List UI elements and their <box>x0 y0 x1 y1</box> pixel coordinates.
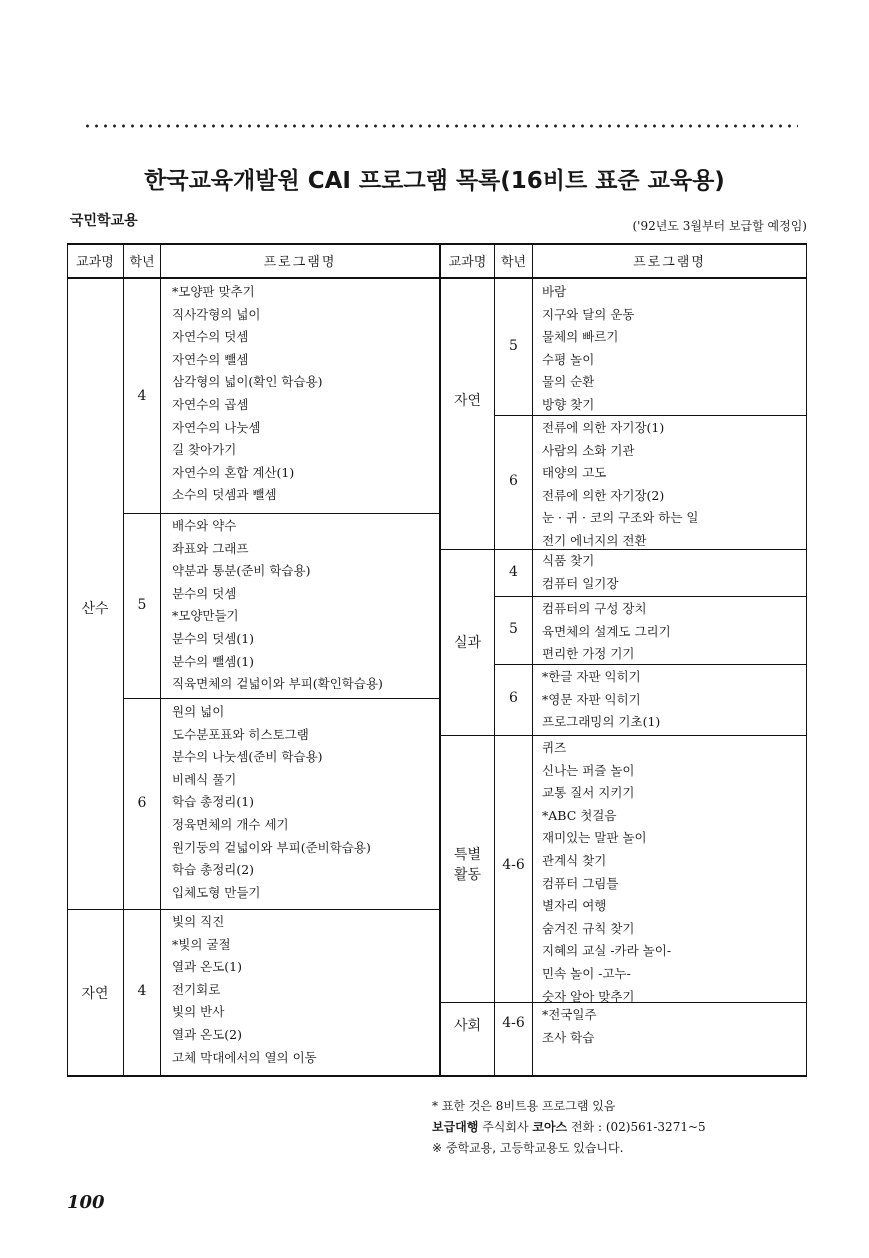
grade-practical-6: 6 <box>509 690 518 706</box>
header-program: 프로그램명 <box>263 255 337 270</box>
header-rule <box>67 277 807 279</box>
program-list-social <box>542 1004 597 1049</box>
program-item: 자연수의 뺄셈 <box>172 351 249 367</box>
program-item: 바람 <box>542 284 567 299</box>
school-level-label: 국민학교용 <box>70 213 138 229</box>
program-item: 물체의 빠르기 <box>542 329 619 345</box>
grade-nature-4: 4 <box>137 983 147 999</box>
program-item: *전국일주 <box>542 1007 597 1022</box>
program-item: 삼각형의 넓이(확인 학습용) <box>172 374 323 390</box>
col-divider <box>123 245 124 1075</box>
program-item: 사람의 소화 기관 <box>542 442 635 458</box>
program-item: *영문 자판 익히기 <box>542 691 641 707</box>
row-divider <box>123 698 440 699</box>
grade-nature-6: 6 <box>509 473 518 489</box>
program-item: 비례식 풀기 <box>172 771 237 787</box>
footer-asterisk-note: * 표한 것은 8비트용 프로그램 있음 <box>432 1099 616 1113</box>
subject-special-activities: 특별 활동 <box>453 847 482 883</box>
grade-practical-4: 4 <box>509 564 518 580</box>
program-item: 물의 순환 <box>542 374 595 390</box>
program-item: 원기둥의 겉넓이와 부피(준비학습용) <box>172 839 371 855</box>
program-item: *한글 자판 익히기 <box>542 669 641 684</box>
subject-math: 산수 <box>81 601 109 617</box>
program-list-math-6 <box>172 701 371 904</box>
distributor-label: 보급대행 <box>432 1120 479 1134</box>
program-item: *ABC 첫걸음 <box>542 807 617 823</box>
program-item: 재미있는 말판 놀이 <box>542 830 647 846</box>
program-list-practical-6 <box>542 666 660 734</box>
program-item: 직육면체의 겉넓이와 부피(확인학습용) <box>172 676 383 692</box>
row-divider <box>123 513 440 514</box>
program-list-nature-4 <box>172 911 317 1069</box>
program-item: 분수의 뺄셈(1) <box>172 653 255 669</box>
program-item: 컴퓨터 일기장 <box>542 575 619 591</box>
program-item: 빛의 직진 <box>172 914 225 929</box>
program-item: 자연수의 덧셈 <box>172 329 249 345</box>
row-divider <box>67 909 440 910</box>
program-item: 정육면체의 개수 세기 <box>172 816 289 832</box>
program-item: 신나는 퍼즐 놀이 <box>542 762 635 778</box>
program-item: 태양의 고도 <box>542 465 607 481</box>
footer-distributor <box>432 1117 706 1138</box>
program-item: 컴퓨터 그림틀 <box>542 875 619 891</box>
program-item: 빛의 반사 <box>172 1004 225 1020</box>
grade-math-5: 5 <box>137 597 147 613</box>
distributor-text: 주식회사 <box>478 1120 533 1134</box>
program-item: 육면체의 설계도 그리기 <box>542 623 671 639</box>
program-item: 지구와 달의 운동 <box>542 306 635 322</box>
program-item: 자연수의 곱셈 <box>172 396 249 412</box>
program-list-nature-5 <box>542 281 634 417</box>
grade-practical-5: 5 <box>509 621 518 637</box>
grade-special: 4-6 <box>502 857 525 873</box>
col-divider-center <box>439 245 441 1075</box>
col-divider <box>532 245 533 1075</box>
row-divider <box>439 735 807 736</box>
program-item: 교통 질서 지키기 <box>542 785 635 801</box>
program-item: *모양만들기 <box>172 608 239 624</box>
program-item: 컴퓨터의 구성 장치 <box>542 601 647 616</box>
program-list-special <box>542 737 671 1008</box>
program-item: 식품 찾기 <box>542 553 595 568</box>
dotted-rule <box>83 124 798 128</box>
program-item: 자연수의 나눗셈 <box>172 419 261 435</box>
program-item: *모양판 맞추기 <box>172 284 255 299</box>
program-item: 분수의 덧셈 <box>172 585 237 601</box>
header-subject: 교과명 <box>448 255 487 270</box>
page-number: 100 <box>67 1192 105 1213</box>
header-grade: 학년 <box>500 255 527 270</box>
program-item: 수평 놀이 <box>542 351 595 367</box>
program-item: 열과 온도(1) <box>172 959 242 975</box>
program-item: 열과 온도(2) <box>172 1026 242 1042</box>
grade-math-4: 4 <box>137 388 147 404</box>
program-item: 전기 에너지의 전환 <box>542 532 647 548</box>
subject-practical: 실과 <box>453 635 482 651</box>
row-divider <box>494 415 807 416</box>
header-program: 프로그램명 <box>633 255 706 270</box>
header-grade: 학년 <box>129 255 155 270</box>
subject-social: 사회 <box>453 1018 482 1034</box>
header-subject: 교과명 <box>76 255 114 270</box>
program-item: 약분과 통분(준비 학습용) <box>172 563 311 579</box>
program-item: 퀴즈 <box>542 740 567 755</box>
program-item: 전류에 의한 자기장(1) <box>542 420 665 435</box>
col-divider <box>494 245 495 1075</box>
program-list-practical-4 <box>542 550 618 595</box>
program-item: 소수의 덧셈과 뺄셈 <box>172 487 277 503</box>
table-left-border <box>67 245 68 1075</box>
footer-notes <box>432 1096 706 1159</box>
program-item: 관계식 찾기 <box>542 852 607 868</box>
grade-nature-5: 5 <box>509 338 518 354</box>
program-item: 전류에 의한 자기장(2) <box>542 487 665 503</box>
page-title: 한국교육개발원 CAI 프로그램 목록(16비트 표준 교육용) <box>144 168 725 194</box>
program-item: *빛의 굴절 <box>172 936 231 952</box>
program-item: 전기회로 <box>172 981 221 997</box>
program-item: 조사 학습 <box>542 1029 595 1045</box>
grade-math-6: 6 <box>137 795 147 811</box>
distribution-note: ('92년도 3월부터 보급할 예정임) <box>632 219 807 233</box>
program-item: 민속 놀이 -고누- <box>542 965 631 981</box>
subject-nature-right: 자연 <box>453 393 482 409</box>
program-item: 고체 막대에서의 열의 이동 <box>172 1049 317 1065</box>
program-item: 분수의 덧셈(1) <box>172 630 255 646</box>
program-item: 직사각형의 넓이 <box>172 306 261 322</box>
program-item: 배수와 약수 <box>172 518 237 533</box>
program-table <box>67 243 807 1077</box>
program-item: 프로그래밍의 기초(1) <box>542 714 661 730</box>
subject-nature: 자연 <box>81 986 109 1002</box>
program-item: 별자리 여행 <box>542 898 607 914</box>
row-divider <box>494 596 807 597</box>
program-item: 자연수의 혼합 계산(1) <box>172 464 295 480</box>
program-item: 숫자 알아 맞추기 <box>542 988 635 1004</box>
program-item: 도수분포표와 히스토그램 <box>172 726 309 742</box>
program-item: 학습 총정리(2) <box>172 862 255 878</box>
program-list-math-4 <box>172 281 323 507</box>
distributor-company: 코아스 <box>532 1120 568 1134</box>
program-list-nature-6 <box>542 417 699 553</box>
table-right-border <box>806 245 807 1075</box>
program-item: 지혜의 교실 -카라 놀이- <box>542 943 672 959</box>
program-item: 길 찾아가기 <box>172 442 237 458</box>
program-item: 눈 · 귀 · 코의 구조와 하는 일 <box>542 510 699 526</box>
program-list-math-5 <box>172 515 383 696</box>
grade-social: 4-6 <box>502 1015 525 1031</box>
program-item: 숨겨진 규칙 찾기 <box>542 920 635 936</box>
program-item: 원의 넓이 <box>172 704 225 719</box>
program-item: 좌표와 그래프 <box>172 540 249 556</box>
program-item: 학습 총정리(1) <box>172 794 255 810</box>
distributor-phone: 전화 : (02)561-3271~5 <box>567 1120 706 1134</box>
program-item: 방향 찾기 <box>542 396 595 412</box>
program-item: 입체도형 만들기 <box>172 884 261 900</box>
program-item: 편리한 가정 기기 <box>542 646 635 662</box>
col-divider <box>160 245 161 1075</box>
program-list-practical-5 <box>542 598 671 666</box>
program-item: 분수의 나눗셈(준비 학습용) <box>172 749 323 765</box>
footer-other-levels: ※ 중학교용, 고등학교용도 있습니다. <box>432 1141 624 1155</box>
